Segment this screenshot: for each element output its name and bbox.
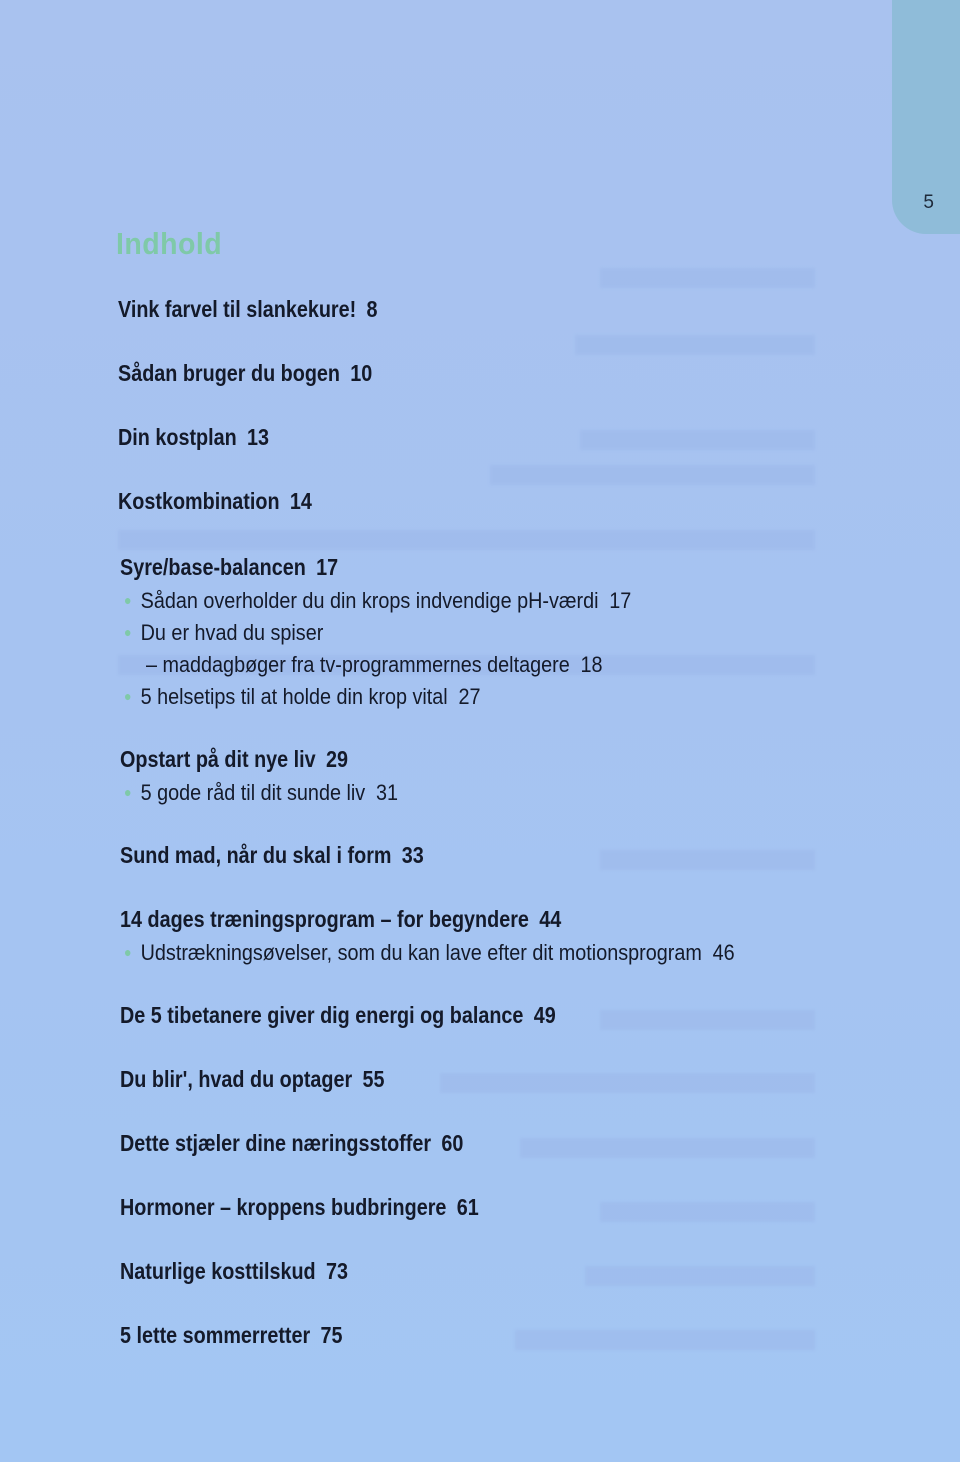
entry-title: 5 gode råd til dit sunde liv	[140, 780, 366, 805]
entry-title: Du er hvad du spiser	[140, 620, 324, 645]
entry-page-number: 61	[456, 1194, 479, 1220]
entry-page-number: 17	[609, 588, 632, 613]
entry-page-number: 55	[362, 1066, 385, 1092]
entry-title: De 5 tibetanere giver dig energi og balance	[120, 1002, 524, 1028]
bullet-icon: ●	[124, 944, 132, 960]
entry-title: Din kostplan	[118, 424, 237, 450]
entry-page-number: 10	[350, 360, 373, 386]
entry-page-number: 17	[316, 554, 339, 580]
entry-title: Du blir', hvad du optager	[120, 1066, 353, 1092]
entry-page-number: 49	[533, 1002, 556, 1028]
entry-page-number: 46	[712, 940, 735, 965]
entry-title: Dette stjæler dine næringsstoffer	[120, 1130, 432, 1156]
entry-title: Opstart på dit nye liv	[120, 746, 316, 772]
toc-entry	[120, 1002, 556, 1029]
toc-entry	[120, 1322, 343, 1349]
entry-title: 14 dages træningsprogram – for begyndere	[120, 906, 529, 932]
toc-subentry	[146, 652, 603, 678]
toc-title: Indhold	[116, 226, 223, 261]
entry-page-number: 31	[375, 780, 399, 805]
toc-entry	[118, 488, 312, 515]
toc-entry	[120, 554, 338, 581]
bullet-icon: ●	[124, 784, 132, 800]
entry-title: – maddagbøger fra tv-programmernes deltagere	[146, 652, 570, 677]
toc-entry	[120, 746, 348, 773]
toc-entry	[120, 1194, 479, 1221]
entry-page-number: 14	[289, 488, 312, 514]
bullet-icon: ●	[124, 624, 132, 640]
bullet-icon: ●	[124, 592, 132, 608]
entry-page-number: 33	[401, 842, 424, 868]
toc-entry	[118, 424, 269, 451]
toc-subentry	[124, 684, 481, 710]
entry-title: Hormoner – kroppens budbringere	[120, 1194, 447, 1220]
page-number: 5	[923, 192, 934, 213]
toc-entry	[118, 360, 372, 387]
entry-title: Udstrækningsøvelser, som du kan lave efter dit motionsprogram	[140, 940, 702, 965]
entry-title: Syre/base-balancen	[120, 554, 306, 580]
entry-title: 5 lette sommerretter	[120, 1322, 311, 1348]
entry-page-number: 13	[247, 424, 270, 450]
entry-title: Kostkombination	[118, 488, 280, 514]
toc-subentry	[124, 780, 398, 806]
entry-title: Sådan overholder du din krops indvendige pH-værdi	[140, 588, 599, 613]
entry-page-number: 27	[458, 684, 481, 709]
toc-entry	[118, 296, 378, 323]
entry-title: 5 helsetips til at holde din krop vital	[140, 684, 448, 709]
toc-subentry	[124, 620, 323, 646]
toc-entry	[120, 1066, 385, 1093]
entry-page-number: 8	[366, 296, 378, 322]
entry-title: Sådan bruger du bogen	[118, 360, 340, 386]
entry-page-number: 73	[325, 1258, 348, 1284]
toc-entry	[120, 906, 561, 933]
entry-title: Vink farvel til slankekure!	[118, 296, 357, 322]
toc-entry	[120, 842, 424, 869]
entry-page-number: 60	[441, 1130, 464, 1156]
entry-title: Naturlige kosttilskud	[120, 1258, 316, 1284]
entry-title: Sund mad, når du skal i form	[120, 842, 392, 868]
toc-subentry	[124, 588, 631, 614]
toc-subentry	[124, 940, 735, 966]
entry-page-number: 75	[320, 1322, 343, 1348]
toc-entry	[120, 1258, 348, 1285]
bullet-icon: ●	[124, 688, 132, 704]
entry-page-number: 44	[539, 906, 562, 932]
toc-entry	[120, 1130, 463, 1157]
entry-page-number: 18	[580, 652, 603, 677]
entry-page-number: 29	[325, 746, 348, 772]
